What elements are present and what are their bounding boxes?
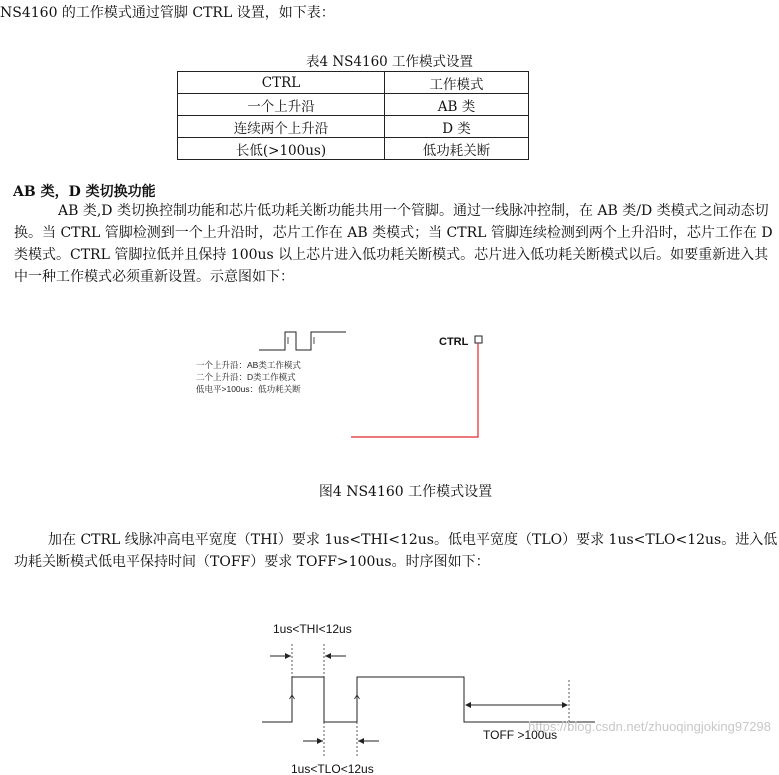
figure-caption: 图4 NS4160 工作模式设置	[318, 484, 493, 500]
table-cell: 低功耗关断	[385, 138, 529, 160]
table-cell: 长低(>100us)	[178, 138, 385, 160]
timing-waveform	[262, 677, 595, 722]
mode-waveform	[259, 332, 346, 350]
watermark: https://blog.csdn.net/zhuoqingjoking97298	[528, 719, 771, 734]
table-caption: 表4 NS4160 工作模式设置	[305, 54, 474, 70]
ctrl-pin-box	[475, 336, 482, 343]
red-connection-line	[351, 343, 478, 437]
legend-line: 低电平>100us：低功耗关断	[196, 384, 301, 394]
table-cell: 连续两个上升沿	[178, 116, 385, 138]
timing-paragraph: 加在 CTRL 线脉冲高电平宽度（THI）要求 1us<THI<12us。低电平宽度（TLO）要求 1us<TLO<12us。进入低功耗关断模式低电平保持时间（TOFF）要求 TOFF>100us。时序图如下：	[14, 532, 778, 570]
table-cell: D 类	[385, 116, 529, 138]
tlo-arrow-head	[358, 738, 364, 744]
toff-arrow-head	[562, 702, 568, 708]
table-cell: 一个上升沿	[178, 94, 385, 116]
section-paragraph: AB 类,D 类切换控制功能和芯片低功耗关断功能共用一个管脚。通过一线脉冲控制，在 AB 类/D 类模式之间动态切换。当 CTRL 管脚检测到一个上升沿时，芯片工作在 AB 类模式；当 CTRL 管脚连续检测到两个上升沿时，芯片工作在 D 类模式。CTRL 管脚拉低并且保持 100us 以上芯片进入低功耗关断模式。芯片进入低功耗关断模式以后。如要重新进入其中一种工作模式必须重新设置。示意图如下：	[14, 203, 773, 285]
legend-line: 一个上升沿：AB类工作模式	[196, 360, 301, 370]
thi-arrow-head	[325, 653, 331, 659]
tlo-arrow-head	[317, 738, 323, 744]
toff-label: TOFF >100us	[483, 728, 558, 742]
table-header-ctrl: CTRL	[178, 72, 385, 94]
thi-label: 1us<THI<12us	[273, 622, 352, 636]
section-heading: AB 类，D 类切换功能	[13, 184, 156, 200]
table-header-mode: 工作模式	[385, 72, 529, 94]
intro-text: NS4160 的工作模式通过管脚 CTRL 设置，如下表：	[0, 5, 335, 21]
tlo-label: 1us<TLO<12us	[291, 762, 374, 775]
toff-arrow-head	[465, 702, 471, 708]
legend-line: 二个上升沿：D类工作模式	[196, 372, 296, 382]
table-cell: AB 类	[385, 94, 529, 116]
thi-arrow-head	[285, 653, 291, 659]
ctrl-pin-label: CTRL	[439, 336, 469, 348]
